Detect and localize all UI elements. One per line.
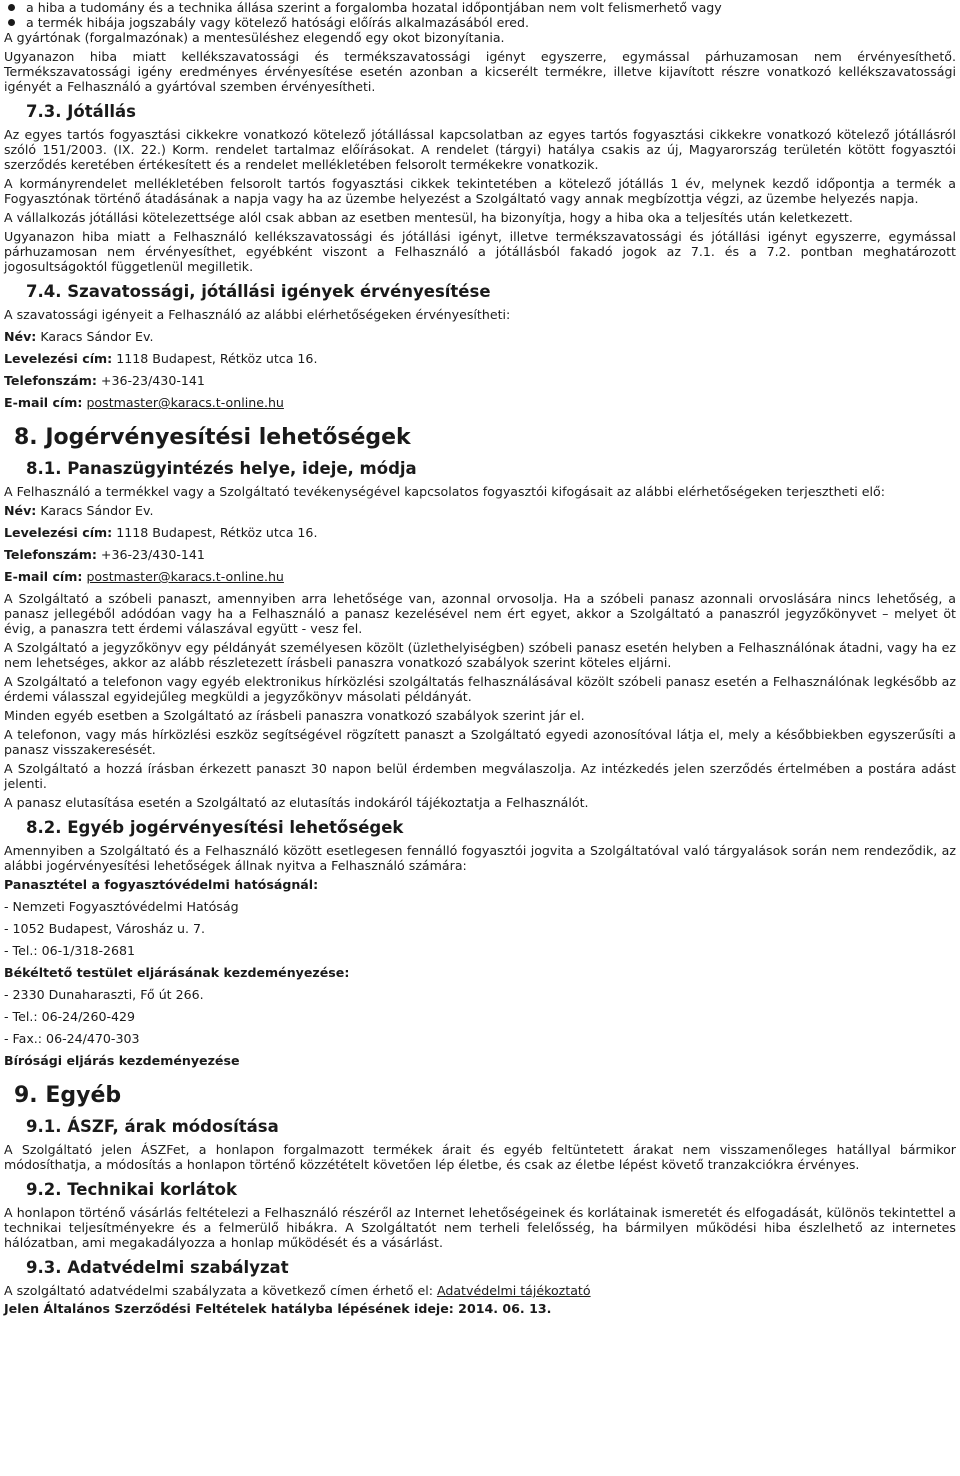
section-heading-8-2: 8.2. Egyéb jogérvényesítési lehetőségek	[26, 818, 404, 837]
privacy-text: A szolgáltató adatvédelmi szabályzata a következő címen érhető el:	[4, 1283, 437, 1298]
list-item: a hiba a tudomány és a technika állása szerint a forgalomba hozatal időpontjában nem volt felismerhető vagy	[4, 0, 956, 15]
paragraph: A Felhasználó a termékkel vagy a Szolgáltató tevékenységével kapcsolatos fogyasztói kifogásait az alábbi elérhetőségeken terjesztheti elő:	[4, 484, 885, 499]
contact-address	[4, 525, 956, 541]
paragraph: Amennyiben a Szolgáltató és a Felhasználó között esetlegesen fennálló fogyasztói jogvita a Szolgáltatóval való tárgyalások során nem rendeződik, az alábbi jogérvényesítési lehetőségek állnak nyitva a Felhasználó számára:	[4, 843, 956, 873]
contact-value: +36-23/430-141	[96, 373, 205, 388]
contact-value: 1118 Budapest, Rétköz utca 16.	[112, 351, 318, 366]
contact-label: Telefonszám:	[4, 373, 97, 388]
email-link[interactable]: postmaster@karacs.t-online.hu	[86, 569, 284, 584]
paragraph: A Szolgáltató a szóbeli panaszt, amennyiben arra lehetősége van, azonnal orvosolja. Ha a szóbeli panasz azonnali orvoslására nincs lehetőség, a panasz jellegéből adódóan vagy ha a Felhasználó a panasz kezelésével nem ért egyet, akkor a Szolgáltató a panaszról jegyzőkönyvet – melyet öt évig, a panaszra tett érdemi válaszával együtt - vesz fel.	[4, 591, 956, 636]
paragraph: A panasz elutasítása esetén a Szolgáltató az elutasítás indokáról tájékoztatja a Felhasználót.	[4, 795, 589, 810]
paragraph: A telefonon, vagy más hírközlési eszköz segítségével rögzített panaszt a Szolgáltató egyedi azonosítóval látja el, mely a későbbiekben egyszerűsíti a panasz visszakeresését.	[4, 727, 956, 757]
authority-line: - Tel.: 06-1/318-2681	[4, 943, 136, 958]
paragraph: A Szolgáltató a telefonon vagy egyéb elektronikus hírközlési szolgáltatás felhasználásával közölt szóbeli panasz esetén a Felhasználónak legkésőbb az érdemi válasszal egyidejűleg megküldi a jegyzőkönyv másolati példányát.	[4, 674, 956, 704]
section-heading-8-1: 8.1. Panaszügyintézés helye, ideje, módja	[26, 459, 417, 478]
authority-heading	[4, 877, 956, 893]
authority-heading-text: Panasztétel a fogyasztóvédelmi hatóságnál:	[4, 877, 319, 892]
authority-line: - Nemzeti Fogyasztóvédelmi Hatóság	[4, 899, 239, 914]
court-heading	[4, 1053, 956, 1069]
paragraph: A Szolgáltató a jegyzőkönyv egy példányát személyesen közölt (üzlethelyiségben) szóbeli panasz esetén helyben a Felhasználónak átadni, vagy ha ez nem lehetséges, akkor az alább részletezett írásbeli panaszra vonatkozó szabályok szerint köteles eljárni.	[4, 640, 956, 670]
paragraph: Minden egyéb esetben a Szolgáltató az írásbeli panaszra vonatkozó szabályok szerint jár el.	[4, 708, 585, 723]
contact-label: E-mail cím:	[4, 395, 83, 410]
court-heading-text: Bírósági eljárás kezdeményezése	[4, 1053, 240, 1068]
email-link[interactable]: postmaster@karacs.t-online.hu	[86, 395, 284, 410]
paragraph: Az egyes tartós fogyasztási cikkekre vonatkozó kötelező jótállással kapcsolatban az egyes tartós fogyasztási cikkekre vonatkozó kötelező jótállásról szóló 151/2003. (IX. 22.) Korm. rendelet tartalmaz előírásokat. A rendelet (tárgyi) hatálya csakis az új, Magyarország területén kötött fogyasztói szerződés keretében értékesített és a rendelet mellékletében felsorolt termékekre vonatkozik.	[4, 127, 956, 172]
board-line: - Fax.: 06-24/470-303	[4, 1031, 140, 1046]
contact-label: Levelezési cím:	[4, 525, 113, 540]
contact-value: 1118 Budapest, Rétköz utca 16.	[112, 525, 318, 540]
contact-value: Karacs Sándor Ev.	[36, 329, 154, 344]
board-heading-text: Békéltető testület eljárásának kezdeményezése:	[4, 965, 350, 980]
contact-value: Karacs Sándor Ev.	[36, 503, 154, 518]
board-line: - 2330 Dunaharaszti, Fő út 266.	[4, 987, 204, 1002]
paragraph: A kormányrendelet mellékletében felsorolt tartós fogyasztási cikkek tekintetében a kötelező jótállás 1 év, melynek kezdő időpontja a termék a Fogyasztónak történő átadásának a napja vagy ha az üzembe helyezést a Szolgáltató vagy annak megbízottja végzi, az üzembe helyezés napja.	[4, 176, 956, 206]
authority-line: - 1052 Budapest, Városház u. 7.	[4, 921, 206, 936]
contact-name	[4, 329, 956, 345]
contact-phone	[4, 547, 956, 563]
contact-phone	[4, 373, 956, 389]
contact-value: +36-23/430-141	[96, 547, 205, 562]
contact-label: Név:	[4, 329, 37, 344]
exemption-bullet-list	[4, 0, 956, 30]
section-heading-9-2: 9.2. Technikai korlátok	[26, 1180, 237, 1199]
privacy-policy-link[interactable]: Adatvédelmi tájékoztató	[436, 1283, 591, 1298]
contact-label: Telefonszám:	[4, 547, 97, 562]
contact-email	[4, 395, 956, 411]
contact-name	[4, 503, 956, 519]
paragraph: Ugyanazon hiba miatt a Felhasználó kellékszavatossági és jótállási igényt, illetve termékszavatossági és jótállási igényt egyszerre, egymással párhuzamosan nem érvényesíthet, egyébként viszont a Felhasználó a jótállásból fakadó jogok az 7.1. és a 7.2. pontban meghatározott jogosultságoktól függetlenül megilletik.	[4, 229, 956, 274]
contact-email	[4, 569, 956, 585]
board-heading	[4, 965, 956, 981]
effective-date-line: Jelen Általános Szerződési Feltételek hatályba lépésének ideje: 2014. 06. 13.	[4, 1301, 552, 1316]
paragraph: A gyártónak (forgalmazónak) a mentesüléshez elegendő egy okot bizonyítania.	[4, 30, 505, 45]
paragraph: A Szolgáltató a hozzá írásban érkezett panaszt 30 napon belül érdemben megválaszolja. Az intézkedés jelen szerződés értelmében a postára adást jelenti.	[4, 761, 956, 791]
privacy-paragraph	[4, 1283, 956, 1298]
section-heading-9-3: 9.3. Adatvédelmi szabályzat	[26, 1258, 289, 1277]
paragraph: A honlapon történő vásárlás feltételezi a Felhasználó részéről az Internet lehetőségeinek és korlátainak ismeretét és elfogadását, különös tekintettel a technikai teljesítményekre és a felmerülő hibákra. A Szolgáltatót nem terheli felelősség, ha bármilyen működési hiba észlelhető az internetes hálózatban, ami megakadályozza a honlap működését és a vásárlást.	[4, 1205, 956, 1250]
contact-label: E-mail cím:	[4, 569, 83, 584]
section-heading-8: 8. Jogérvényesítési lehetőségek	[14, 425, 411, 450]
board-line: - Tel.: 06-24/260-429	[4, 1009, 136, 1024]
section-heading-9-1: 9.1. ÁSZF, árak módosítása	[26, 1117, 279, 1136]
paragraph: A vállalkozás jótállási kötelezettsége alól csak abban az esetben mentesül, ha bizonyítja, hogy a hiba oka a teljesítés után keletkezett.	[4, 210, 853, 225]
paragraph: Ugyanazon hiba miatt kellékszavatossági és termékszavatossági igényt egyszerre, egymással párhuzamosan nem érvényesíthető. Termékszavatossági igény eredményes érvényesítése esetén azonban a kicserélt termékre, illetve kijavított részre vonatkozó kellékszavatossági igényét a Felhasználó a gyártóval szemben érvényesítheti.	[4, 49, 956, 94]
paragraph: A szavatossági igényeit a Felhasználó az alábbi elérhetőségeken érvényesítheti:	[4, 307, 511, 322]
list-item: a termék hibája jogszabály vagy kötelező hatósági előírás alkalmazásából ered.	[4, 15, 956, 30]
section-heading-7-4: 7.4. Szavatossági, jótállási igények érvényesítése	[26, 282, 491, 301]
paragraph: A Szolgáltató jelen ÁSZFet, a honlapon forgalmazott termékek árait és egyéb feltüntetett árakat nem visszamenőleges hatállyal bármikor módosíthatja, a módosítás a honlapon történő közzétételt követően lép életbe, és csak az életbe lépést követő tranzakciókra érvényes.	[4, 1142, 956, 1172]
contact-address	[4, 351, 956, 367]
section-heading-9: 9. Egyéb	[14, 1083, 122, 1108]
contact-label: Név:	[4, 503, 37, 518]
contact-label: Levelezési cím:	[4, 351, 113, 366]
section-heading-7-3: 7.3. Jótállás	[26, 102, 137, 121]
